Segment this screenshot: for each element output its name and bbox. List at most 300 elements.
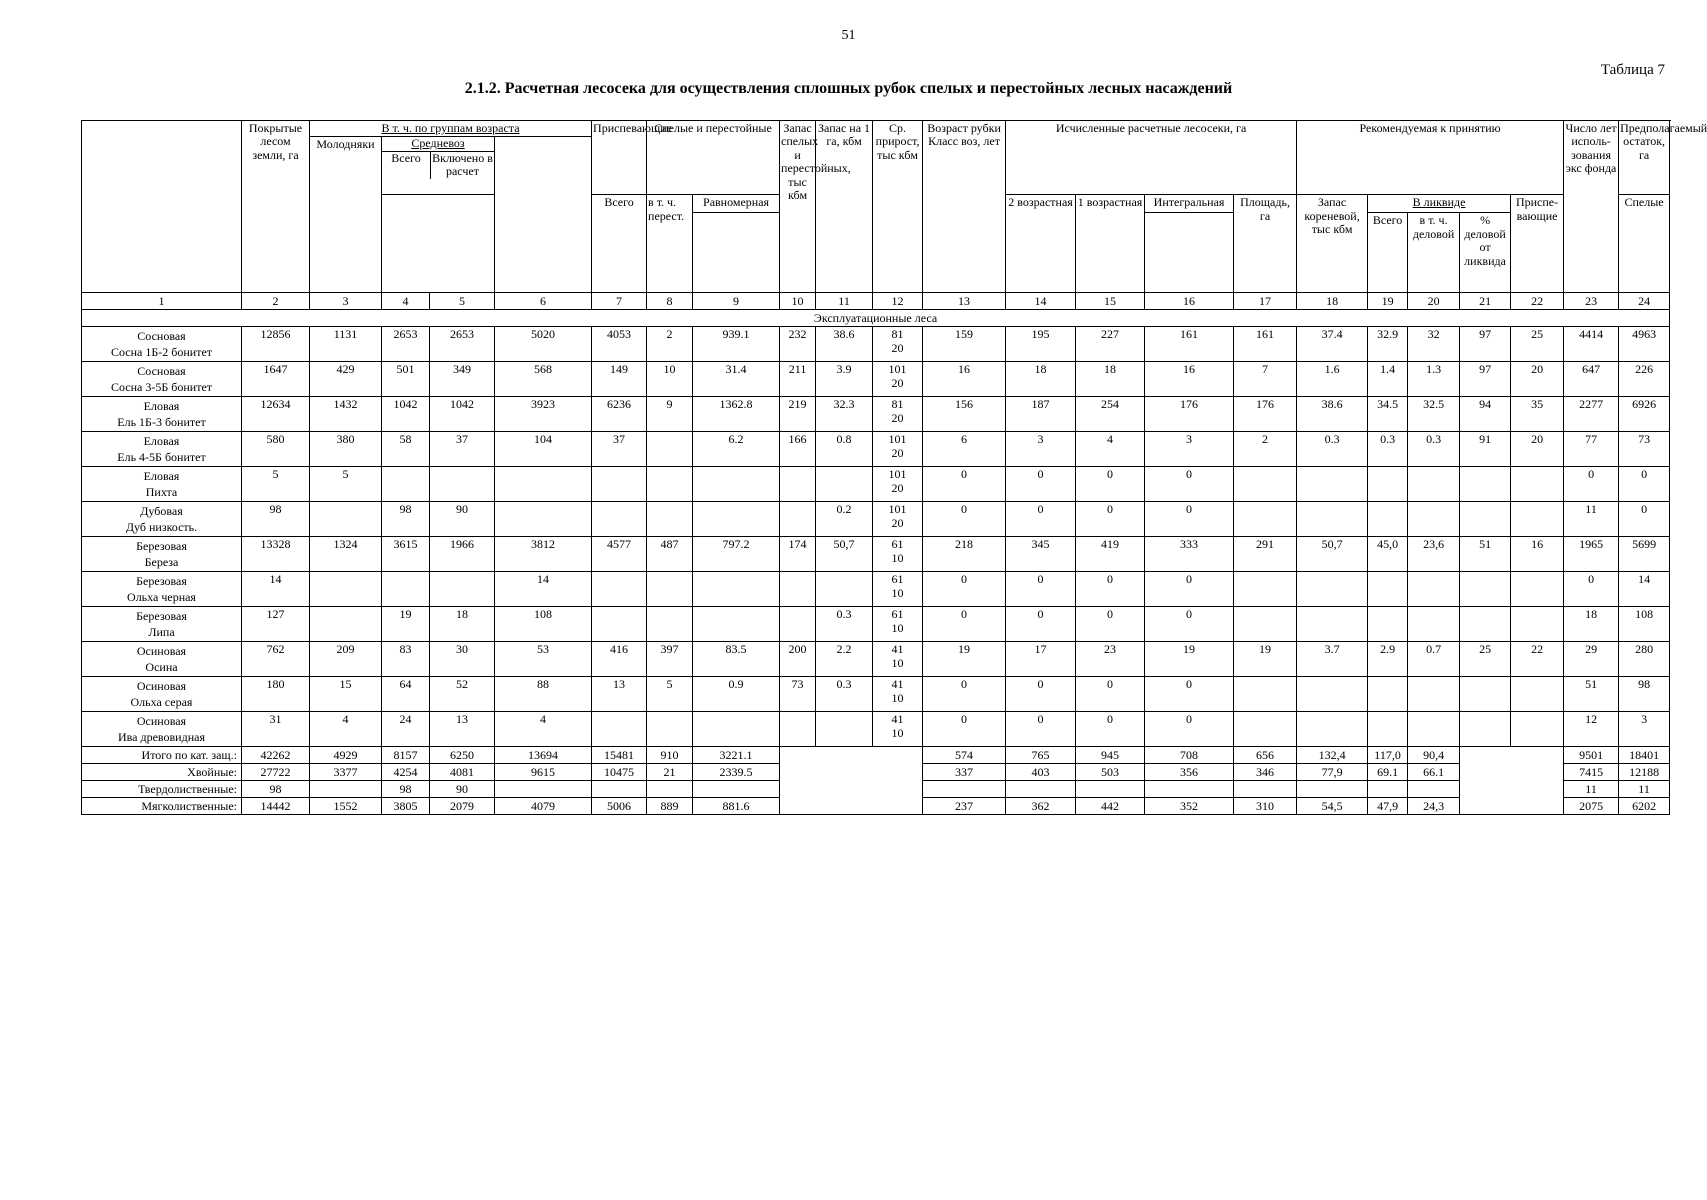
value-cell: 200 — [780, 642, 816, 677]
value-cell: 12 — [1564, 712, 1619, 747]
value-cell — [495, 467, 592, 502]
row-species-name: Липа — [148, 625, 175, 640]
value-cell — [1511, 677, 1564, 712]
header-uniform: Равномерная — [693, 195, 780, 213]
header-cut-age: Возраст рубки Класс воз, лет — [923, 121, 1006, 293]
value-cell: 889 — [647, 798, 693, 815]
value-cell: 2 — [1234, 432, 1297, 467]
value-cell: 910 — [647, 747, 693, 764]
value-cell: 0 — [1564, 572, 1619, 607]
value-cell — [1511, 572, 1564, 607]
header-rem-mature: Спелые — [1619, 195, 1670, 293]
value-cell: 3.9 — [816, 362, 873, 397]
value-cell — [816, 712, 873, 747]
row-group-name: Дубовая — [140, 504, 183, 519]
value-cell: 25 — [1460, 642, 1511, 677]
value-cell: 419 — [1076, 537, 1145, 572]
value-cell: 37 — [592, 432, 647, 467]
value-cell — [1368, 502, 1408, 537]
value-cell: 31 — [242, 712, 310, 747]
value-cell — [693, 467, 780, 502]
cut-age-cell — [873, 397, 923, 432]
value-cell — [647, 467, 693, 502]
row-group-name: Березовая — [136, 574, 187, 589]
column-numbers-row — [82, 293, 1670, 310]
value-cell — [1145, 781, 1234, 798]
value-cell — [1234, 467, 1297, 502]
total-name-cell: Мягколиственные: — [82, 798, 242, 815]
value-cell: 0 — [1006, 677, 1076, 712]
value-cell: 18 — [1006, 362, 1076, 397]
value-cell: 6 — [923, 432, 1006, 467]
value-cell: 4081 — [430, 764, 495, 781]
row-name-cell — [82, 712, 242, 747]
value-cell: 1324 — [310, 537, 382, 572]
header-calc-cuts: Исчисленные расчетные лесосеки, га — [1006, 121, 1297, 195]
section-label: Эксплуатационные леса — [82, 310, 1670, 327]
table-row — [82, 607, 1670, 642]
value-cell: 13 — [592, 677, 647, 712]
header-blank — [82, 121, 242, 293]
row-group-name: Еловая — [143, 469, 180, 484]
value-cell: 6250 — [430, 747, 495, 764]
value-cell: 108 — [495, 607, 592, 642]
age-class: 10 — [891, 585, 904, 600]
value-cell: 442 — [1076, 798, 1145, 815]
value-cell: 0 — [1006, 607, 1076, 642]
value-cell: 0.3 — [816, 607, 873, 642]
value-cell — [382, 467, 430, 502]
total-row — [82, 747, 1670, 764]
value-cell — [923, 781, 1006, 798]
value-cell: 291 — [1234, 537, 1297, 572]
value-cell — [310, 781, 382, 798]
value-cell: 0 — [1076, 712, 1145, 747]
table-row — [82, 572, 1670, 607]
value-cell — [592, 712, 647, 747]
row-group-name: Сосновая — [137, 329, 186, 344]
column-number-cell: 21 — [1460, 293, 1511, 310]
column-number-cell: 11 — [816, 293, 873, 310]
value-cell: 0 — [1564, 467, 1619, 502]
header-stock-per-ha: Запас на 1 га, кбм — [816, 121, 873, 293]
column-number-cell: 15 — [1076, 293, 1145, 310]
value-cell — [310, 572, 382, 607]
value-cell: 159 — [923, 327, 1006, 362]
age-class: 20 — [891, 445, 904, 460]
value-cell: 254 — [1076, 397, 1145, 432]
value-cell: 166 — [780, 432, 816, 467]
table-row — [82, 712, 1670, 747]
value-cell: 69.1 — [1368, 764, 1408, 781]
value-cell: 16 — [1511, 537, 1564, 572]
forest-cut-table — [81, 120, 1707, 815]
column-number-cell: 13 — [923, 293, 1006, 310]
value-cell: 5006 — [592, 798, 647, 815]
value-cell: 4 — [310, 712, 382, 747]
column-number-cell: 24 — [1619, 293, 1670, 310]
value-cell: 1966 — [430, 537, 495, 572]
total-name-cell: Хвойные: — [82, 764, 242, 781]
value-cell: 397 — [647, 642, 693, 677]
value-cell: 54,5 — [1297, 798, 1368, 815]
value-cell: 218 — [923, 537, 1006, 572]
value-cell: 0 — [1076, 572, 1145, 607]
value-cell: 19 — [1234, 642, 1297, 677]
cut-age: 101 — [888, 432, 907, 447]
value-cell: 6.2 — [693, 432, 780, 467]
value-cell — [647, 432, 693, 467]
header-avg-growth: Ср. прирост, тыс кбм — [873, 121, 923, 293]
value-cell: 35 — [1511, 397, 1564, 432]
value-cell: 98 — [242, 502, 310, 537]
value-cell: 18 — [430, 607, 495, 642]
value-cell — [382, 572, 430, 607]
value-cell: 4414 — [1564, 327, 1619, 362]
value-cell: 345 — [1006, 537, 1076, 572]
value-cell: 0.3 — [816, 677, 873, 712]
value-cell: 156 — [923, 397, 1006, 432]
value-cell: 797.2 — [693, 537, 780, 572]
row-name-cell — [82, 432, 242, 467]
value-cell — [1511, 502, 1564, 537]
header-age-groups: В т. ч. по группам возраста — [310, 121, 592, 137]
value-cell: 0 — [923, 502, 1006, 537]
value-cell — [1511, 467, 1564, 502]
value-cell: 14 — [495, 572, 592, 607]
value-cell — [780, 712, 816, 747]
value-cell: 2 — [647, 327, 693, 362]
value-cell: 0 — [1145, 607, 1234, 642]
column-number-cell: 8 — [647, 293, 693, 310]
value-cell: 73 — [780, 677, 816, 712]
value-cell: 346 — [1234, 764, 1297, 781]
row-species-name: Дуб низкость. — [125, 520, 198, 535]
cut-age: 101 — [888, 362, 907, 377]
table-row — [82, 362, 1670, 397]
value-cell: 90 — [430, 502, 495, 537]
value-cell — [1460, 677, 1511, 712]
value-cell — [647, 712, 693, 747]
cut-age: 81 — [891, 327, 904, 342]
cut-age-cell — [873, 642, 923, 677]
column-number-cell: 2 — [242, 293, 310, 310]
column-number-cell: 6 — [495, 293, 592, 310]
value-cell: 1042 — [382, 397, 430, 432]
value-cell: 226 — [1619, 362, 1670, 397]
value-cell: 0 — [923, 712, 1006, 747]
value-cell: 23 — [1076, 642, 1145, 677]
value-cell: 0.8 — [816, 432, 873, 467]
value-cell: 337 — [923, 764, 1006, 781]
value-cell: 4254 — [382, 764, 430, 781]
value-cell — [1368, 467, 1408, 502]
value-cell: 5 — [310, 467, 382, 502]
value-cell: 98 — [382, 502, 430, 537]
value-cell — [647, 607, 693, 642]
value-cell: 0 — [923, 677, 1006, 712]
value-cell: 1.6 — [1297, 362, 1368, 397]
value-cell: 0.2 — [816, 502, 873, 537]
value-cell: 1131 — [310, 327, 382, 362]
value-cell: 21 — [647, 764, 693, 781]
value-cell — [592, 572, 647, 607]
value-cell: 3.7 — [1297, 642, 1368, 677]
value-cell — [1408, 712, 1460, 747]
value-cell: 117,0 — [1368, 747, 1408, 764]
value-cell: 219 — [780, 397, 816, 432]
header-liquid-total: Всего — [1368, 213, 1408, 293]
header-stock: Запас спелых и перестойных, тыс кбм — [780, 121, 816, 293]
value-cell — [310, 607, 382, 642]
value-cell — [1460, 467, 1511, 502]
value-cell: 2.2 — [816, 642, 873, 677]
row-species-name: Ель 4-5Б бонитет — [117, 450, 206, 465]
age-class: 20 — [891, 515, 904, 530]
value-cell: 2.9 — [1368, 642, 1408, 677]
value-cell — [1408, 467, 1460, 502]
value-cell: 0 — [1619, 467, 1670, 502]
value-cell — [1234, 712, 1297, 747]
value-cell: 5699 — [1619, 537, 1670, 572]
header-remainder: Предполагаемый остаток, га — [1619, 121, 1670, 195]
column-number-cell: 9 — [693, 293, 780, 310]
value-cell: 1647 — [242, 362, 310, 397]
header-young: Молодняки — [310, 137, 382, 293]
value-cell: 14442 — [242, 798, 310, 815]
value-cell: 174 — [780, 537, 816, 572]
value-cell: 90,4 — [1408, 747, 1460, 764]
value-cell — [1368, 712, 1408, 747]
value-cell — [1006, 781, 1076, 798]
value-cell — [816, 467, 873, 502]
value-cell — [1076, 781, 1145, 798]
value-cell: 17 — [1006, 642, 1076, 677]
value-cell: 362 — [1006, 798, 1076, 815]
value-cell — [1234, 572, 1297, 607]
value-cell: 380 — [310, 432, 382, 467]
value-cell: 77,9 — [1297, 764, 1368, 781]
page-title: 2.1.2. Расчетная лесосека для осуществления сплошных рубок спелых и перестойных лесных насаждений — [464, 80, 1233, 97]
value-cell: 149 — [592, 362, 647, 397]
value-cell: 22 — [1511, 642, 1564, 677]
table-label: Таблица 7 — [1600, 62, 1665, 78]
value-cell: 98 — [242, 781, 310, 798]
age-class: 10 — [891, 725, 904, 740]
total-name-cell: Итого по кат. защ.: — [82, 747, 242, 764]
header-mature-over: в т. ч. перест. — [647, 195, 693, 293]
value-cell — [693, 712, 780, 747]
column-number-cell: 17 — [1234, 293, 1297, 310]
row-group-name: Березовая — [136, 609, 187, 624]
value-cell: 0 — [1076, 467, 1145, 502]
blank-cell — [780, 747, 923, 815]
row-name-cell — [82, 537, 242, 572]
value-cell — [647, 781, 693, 798]
value-cell: 280 — [1619, 642, 1670, 677]
value-cell: 647 — [1564, 362, 1619, 397]
value-cell: 0 — [1076, 607, 1145, 642]
value-cell — [592, 502, 647, 537]
value-cell: 195 — [1006, 327, 1076, 362]
value-cell — [693, 502, 780, 537]
value-cell: 1965 — [1564, 537, 1619, 572]
value-cell: 24 — [382, 712, 430, 747]
row-name-cell — [82, 327, 242, 362]
header-recommended: Рекомендуемая к принятию — [1297, 121, 1564, 195]
value-cell: 2339.5 — [693, 764, 780, 781]
value-cell: 3221.1 — [693, 747, 780, 764]
value-cell: 18 — [1564, 607, 1619, 642]
value-cell: 1.3 — [1408, 362, 1460, 397]
value-cell: 13328 — [242, 537, 310, 572]
row-species-name: Ива древовидная — [118, 730, 205, 745]
value-cell: 2277 — [1564, 397, 1619, 432]
value-cell: 0.3 — [1408, 432, 1460, 467]
header-liquid: В ликвиде — [1368, 195, 1511, 213]
row-group-name: Березовая — [136, 539, 187, 554]
column-number-cell: 4 — [382, 293, 430, 310]
value-cell — [1234, 677, 1297, 712]
cut-age: 101 — [888, 467, 907, 482]
value-cell: 90 — [430, 781, 495, 798]
row-name-cell — [82, 502, 242, 537]
value-cell: 209 — [310, 642, 382, 677]
value-cell: 3615 — [382, 537, 430, 572]
value-cell: 9501 — [1564, 747, 1619, 764]
value-cell: 31.4 — [693, 362, 780, 397]
value-cell: 349 — [430, 362, 495, 397]
value-cell: 0 — [923, 607, 1006, 642]
value-cell: 15 — [310, 677, 382, 712]
value-cell: 32.9 — [1368, 327, 1408, 362]
header-covered: Покрытые лесом земли, га — [242, 121, 310, 293]
value-cell: 0 — [923, 572, 1006, 607]
header-mature: Спелые и перестойные — [647, 121, 780, 195]
value-cell — [310, 502, 382, 537]
value-cell: 3805 — [382, 798, 430, 815]
value-cell: 50,7 — [816, 537, 873, 572]
value-cell: 4053 — [592, 327, 647, 362]
cut-age: 61 — [891, 537, 904, 552]
value-cell: 83.5 — [693, 642, 780, 677]
value-cell: 10475 — [592, 764, 647, 781]
cut-age: 41 — [891, 677, 904, 692]
value-cell: 1432 — [310, 397, 382, 432]
value-cell: 0.3 — [1297, 432, 1368, 467]
value-cell: 7415 — [1564, 764, 1619, 781]
value-cell: 24,3 — [1408, 798, 1460, 815]
row-name-cell — [82, 607, 242, 642]
value-cell: 16 — [923, 362, 1006, 397]
value-cell: 94 — [1460, 397, 1511, 432]
value-cell: 765 — [1006, 747, 1076, 764]
row-name-cell — [82, 397, 242, 432]
column-number-cell: 18 — [1297, 293, 1368, 310]
value-cell: 11 — [1619, 781, 1670, 798]
value-cell: 108 — [1619, 607, 1670, 642]
page-number: 51 — [841, 28, 856, 43]
value-cell: 8157 — [382, 747, 430, 764]
value-cell: 232 — [780, 327, 816, 362]
age-class: 10 — [891, 690, 904, 705]
value-cell: 2075 — [1564, 798, 1619, 815]
value-cell: 881.6 — [693, 798, 780, 815]
value-cell: 37.4 — [1297, 327, 1368, 362]
value-cell — [1511, 607, 1564, 642]
value-cell: 34.5 — [1368, 397, 1408, 432]
value-cell: 187 — [1006, 397, 1076, 432]
value-cell: 18401 — [1619, 747, 1670, 764]
value-cell: 3 — [1619, 712, 1670, 747]
cut-age-cell — [873, 502, 923, 537]
value-cell: 237 — [923, 798, 1006, 815]
column-number-cell: 5 — [430, 293, 495, 310]
value-cell — [693, 572, 780, 607]
value-cell — [1297, 677, 1368, 712]
value-cell — [592, 467, 647, 502]
table-row — [82, 327, 1670, 362]
value-cell — [647, 502, 693, 537]
row-name-cell — [82, 362, 242, 397]
value-cell: 1.4 — [1368, 362, 1408, 397]
column-number-cell: 7 — [592, 293, 647, 310]
value-cell: 0 — [1076, 677, 1145, 712]
header-root-stock: Запас кореневой, тыс кбм — [1297, 195, 1368, 293]
cut-age-cell — [873, 677, 923, 712]
value-cell: 30 — [430, 642, 495, 677]
value-cell: 5 — [242, 467, 310, 502]
value-cell — [1460, 712, 1511, 747]
value-cell: 18 — [1076, 362, 1145, 397]
value-cell: 83 — [382, 642, 430, 677]
value-cell — [1368, 572, 1408, 607]
value-cell: 6202 — [1619, 798, 1670, 815]
value-cell: 14 — [242, 572, 310, 607]
value-cell — [1297, 607, 1368, 642]
value-cell: 568 — [495, 362, 592, 397]
value-cell: 42262 — [242, 747, 310, 764]
row-group-name: Сосновая — [137, 364, 186, 379]
row-species-name: Осина — [145, 660, 178, 675]
value-cell — [495, 502, 592, 537]
header-two-age: 2 возрастная — [1006, 195, 1076, 293]
value-cell: 10 — [647, 362, 693, 397]
header-area: Площадь, га — [1234, 195, 1297, 293]
blank-cell — [1460, 747, 1564, 815]
column-number-cell: 10 — [780, 293, 816, 310]
value-cell: 97 — [1460, 362, 1511, 397]
column-number-cell: 3 — [310, 293, 382, 310]
value-cell — [1297, 781, 1368, 798]
value-cell: 487 — [647, 537, 693, 572]
value-cell — [816, 572, 873, 607]
value-cell: 0 — [1006, 502, 1076, 537]
value-cell: 91 — [1460, 432, 1511, 467]
value-cell: 4 — [1076, 432, 1145, 467]
row-group-name: Осиновая — [136, 679, 187, 694]
header-maturing: Приспевающие — [592, 121, 647, 195]
value-cell: 3923 — [495, 397, 592, 432]
value-cell: 656 — [1234, 747, 1297, 764]
value-cell — [1297, 502, 1368, 537]
value-cell: 0 — [1145, 467, 1234, 502]
value-cell: 1552 — [310, 798, 382, 815]
value-cell: 176 — [1145, 397, 1234, 432]
value-cell: 29 — [1564, 642, 1619, 677]
value-cell: 3812 — [495, 537, 592, 572]
value-cell: 52 — [430, 677, 495, 712]
